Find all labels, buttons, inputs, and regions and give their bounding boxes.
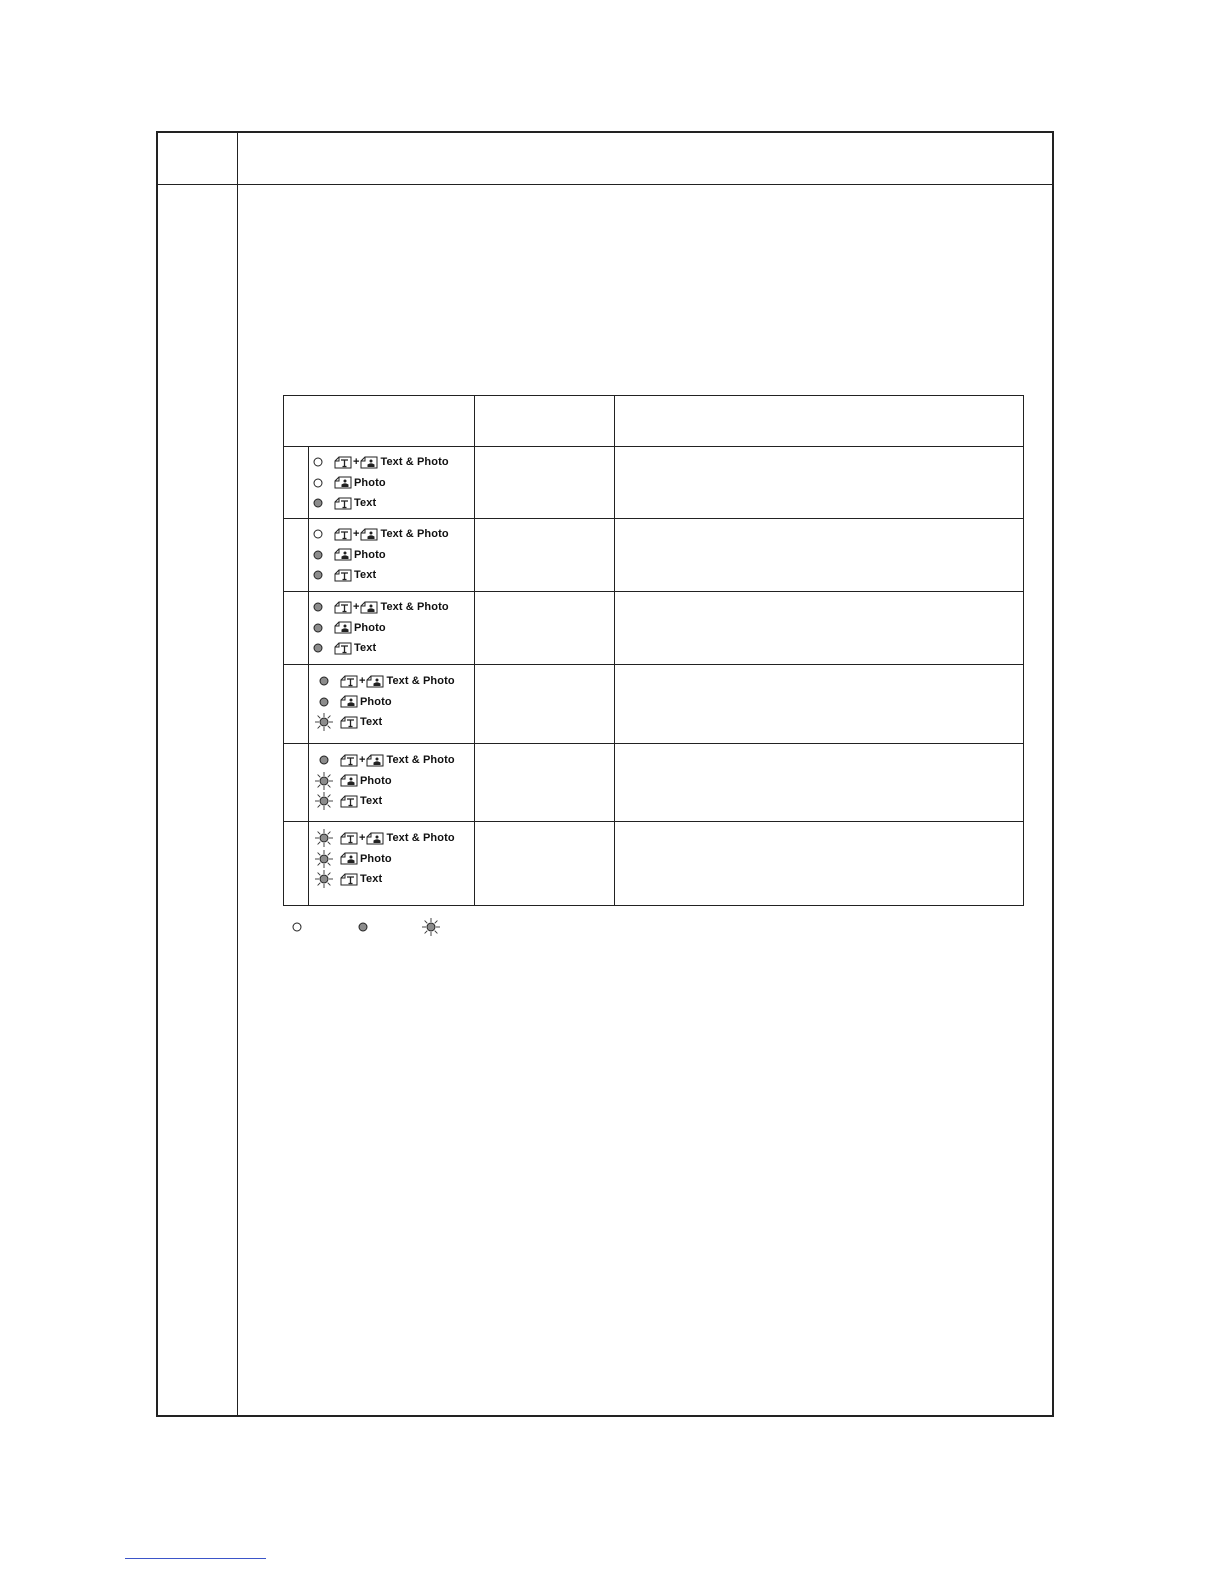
lamp-line-text — [308, 566, 376, 584]
text-original-icon — [340, 873, 358, 886]
original-type-icons — [334, 548, 352, 561]
plus-icon: + — [353, 527, 360, 540]
lamp-line-text-and-photo — [314, 829, 455, 847]
mode-row — [284, 664, 1023, 743]
mode-label: Text — [354, 642, 377, 654]
photo-original-icon — [366, 832, 384, 845]
mode-label: Photo — [354, 476, 386, 489]
lamp-line-text-and-photo — [308, 525, 449, 543]
text-original-icon — [334, 528, 352, 541]
footer-rule — [125, 1558, 266, 1559]
lamp-off-icon — [308, 525, 328, 543]
plus-icon: + — [359, 831, 366, 844]
photo-original-icon — [340, 695, 358, 708]
mode-label: Photo — [360, 774, 392, 787]
lamp-line-text-and-photo — [308, 453, 449, 471]
photo-original-icon — [334, 621, 352, 634]
mode-row — [284, 518, 1023, 591]
original-type-icons — [340, 774, 358, 787]
original-type-icons — [334, 497, 352, 510]
lamp-on-icon — [308, 546, 328, 564]
photo-original-icon — [334, 548, 352, 561]
lamp-line-text-and-photo — [314, 751, 455, 769]
lamp-legend — [283, 917, 463, 937]
photo-original-icon — [340, 774, 358, 787]
original-type-icons — [334, 642, 352, 655]
text-original-icon — [334, 497, 352, 510]
mode-label: Text & Photo — [386, 832, 455, 844]
text-original-icon — [340, 754, 358, 767]
original-type-icons — [340, 832, 384, 845]
legend-lamp-off-icon — [287, 917, 307, 937]
frame-header-divider — [158, 184, 1052, 185]
mode-label: Text — [360, 795, 383, 807]
lamp-blink-icon — [314, 829, 334, 847]
original-type-icons — [340, 695, 358, 708]
mode-label: Photo — [360, 695, 392, 708]
lamp-line-photo — [308, 619, 386, 637]
original-type-icons — [340, 716, 358, 729]
mode-label: Text — [354, 497, 377, 509]
text-original-icon — [340, 716, 358, 729]
lamp-on-icon — [308, 639, 328, 657]
photo-original-icon — [360, 456, 378, 469]
lamp-line-text — [314, 870, 382, 888]
lamp-on-icon — [314, 672, 334, 690]
original-type-icons — [340, 754, 384, 767]
lamp-blink-icon — [314, 850, 334, 868]
lamp-on-icon — [308, 566, 328, 584]
lamp-line-text-and-photo — [308, 598, 449, 616]
original-type-icons — [334, 528, 378, 541]
mode-label: Photo — [360, 852, 392, 865]
plus-icon: + — [353, 455, 360, 468]
lamp-line-photo — [314, 772, 392, 790]
photo-original-icon — [334, 476, 352, 489]
original-type-icons — [334, 476, 352, 489]
lamp-on-icon — [308, 619, 328, 637]
original-type-icons — [334, 456, 378, 469]
frame-column-divider — [237, 133, 238, 1415]
original-type-icons — [334, 569, 352, 582]
lamp-line-photo — [308, 546, 386, 564]
original-type-icons — [340, 873, 358, 886]
lamp-line-text-and-photo — [314, 672, 455, 690]
photo-original-icon — [366, 675, 384, 688]
photo-original-icon — [340, 852, 358, 865]
plus-icon: + — [359, 753, 366, 766]
lamp-blink-icon — [314, 713, 334, 731]
lamp-off-icon — [308, 453, 328, 471]
lamp-on-icon — [308, 598, 328, 616]
text-original-icon — [334, 456, 352, 469]
text-original-icon — [334, 642, 352, 655]
text-original-icon — [340, 675, 358, 688]
lamp-line-text — [308, 494, 376, 512]
photo-original-icon — [366, 754, 384, 767]
mode-row — [284, 821, 1023, 907]
mode-row — [284, 743, 1023, 821]
lamp-on-icon — [308, 494, 328, 512]
original-type-icons — [334, 621, 352, 634]
lamp-blink-icon — [314, 772, 334, 790]
lamp-line-text — [308, 639, 376, 657]
text-original-icon — [334, 601, 352, 614]
lamp-line-photo — [314, 850, 392, 868]
lamp-off-icon — [308, 474, 328, 492]
legend-lamp-on-icon — [353, 917, 373, 937]
text-original-icon — [340, 795, 358, 808]
original-type-icons — [340, 852, 358, 865]
plus-icon: + — [359, 674, 366, 687]
lamp-line-photo — [308, 474, 386, 492]
mode-row — [284, 591, 1023, 664]
mode-label: Text — [360, 716, 383, 728]
legend-lamp-blink-icon — [421, 917, 441, 937]
plus-icon: + — [353, 600, 360, 613]
mode-label: Text — [360, 873, 383, 885]
lamp-blink-icon — [314, 792, 334, 810]
lamp-line-text — [314, 713, 382, 731]
original-type-icons — [334, 601, 378, 614]
mode-label: Text — [354, 569, 377, 581]
text-original-icon — [340, 832, 358, 845]
mode-label: Text & Photo — [380, 456, 449, 468]
photo-original-icon — [360, 528, 378, 541]
lamp-line-photo — [314, 693, 392, 711]
mode-label: Photo — [354, 548, 386, 561]
lamp-on-icon — [314, 751, 334, 769]
mode-label: Text & Photo — [386, 675, 455, 687]
lamp-line-text — [314, 792, 382, 810]
mode-label: Photo — [354, 621, 386, 634]
mode-label: Text & Photo — [380, 601, 449, 613]
mode-lamp-table — [283, 395, 1024, 906]
mode-label: Text & Photo — [386, 754, 455, 766]
photo-original-icon — [360, 601, 378, 614]
text-original-icon — [334, 569, 352, 582]
original-type-icons — [340, 795, 358, 808]
lamp-blink-icon — [314, 870, 334, 888]
mode-label: Text & Photo — [380, 528, 449, 540]
original-type-icons — [340, 675, 384, 688]
lamp-on-icon — [314, 693, 334, 711]
mode-row — [284, 446, 1023, 518]
